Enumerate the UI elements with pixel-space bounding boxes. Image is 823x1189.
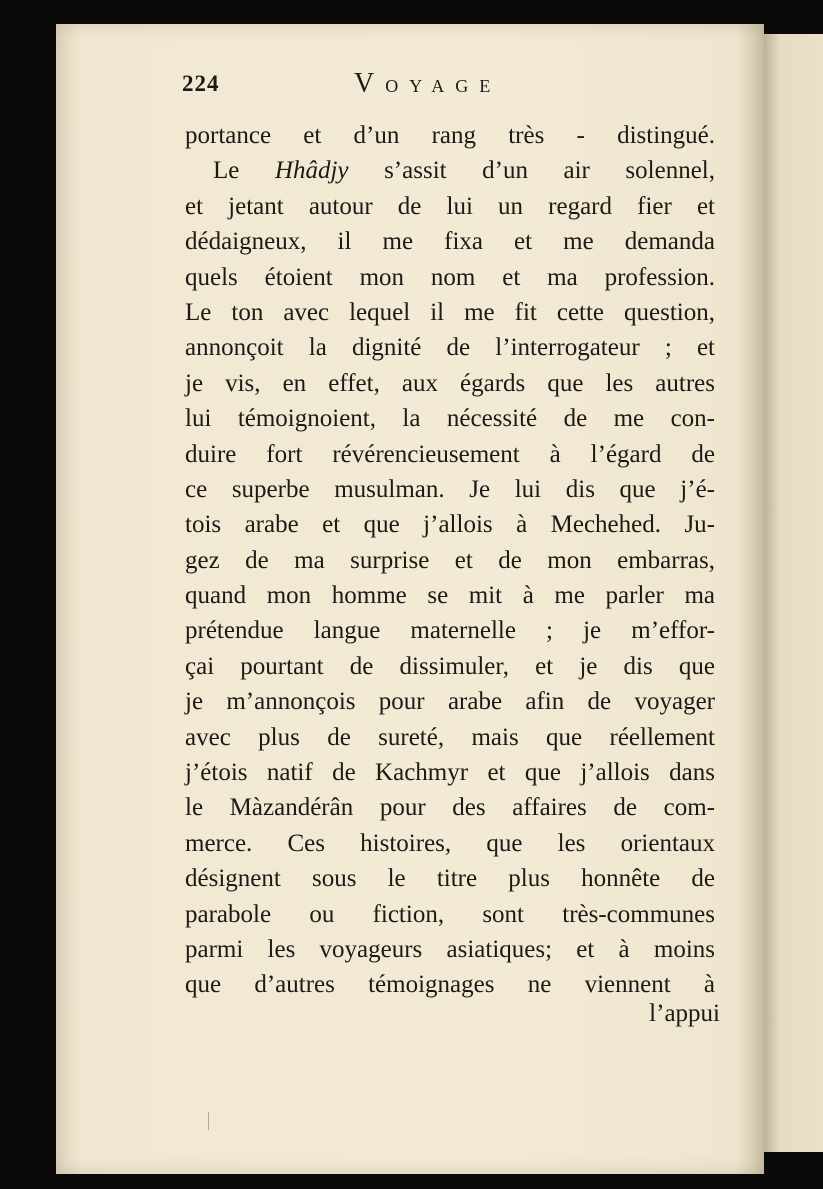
text-line: annonçoit la dignité de l’interrogateur ; et bbox=[185, 334, 715, 362]
text-line: je m’annonçois pour arabe afin de voyager bbox=[185, 688, 715, 716]
text-line: tois arabe et que j’allois à Mechehed. Ju- bbox=[185, 511, 715, 539]
running-title bbox=[354, 68, 501, 100]
text-line: duire fort révérencieusement à l’égard de bbox=[185, 440, 715, 468]
text-line: avec plus de sureté, mais que réellement bbox=[185, 723, 715, 751]
italic-word: Hhâdjy bbox=[274, 157, 349, 185]
text-line: j’étois natif de Kachmyr et que j’allois dans bbox=[185, 759, 715, 787]
text-line: merce. Ces histoires, que les orientaux bbox=[185, 829, 715, 857]
text-line: Le ton avec lequel il me fit cette question, bbox=[185, 298, 715, 326]
page-number: 224 bbox=[182, 71, 220, 96]
running-title-initial: V bbox=[354, 68, 386, 99]
text-line: quand mon homme se mit à me parler ma bbox=[185, 582, 715, 610]
text-body bbox=[185, 118, 715, 1003]
running-title-rest: OYAGE bbox=[385, 76, 502, 96]
text-line: çai pourtant de dissimuler, et je dis que bbox=[185, 652, 715, 680]
text-line: que d’autres témoignages ne viennent à bbox=[185, 971, 715, 999]
running-head bbox=[56, 24, 764, 114]
book-page bbox=[56, 24, 764, 1174]
text-line-end: s’assit d’un air solennel, bbox=[348, 157, 715, 185]
text-line: et jetant autour de lui un regard fier et bbox=[185, 192, 715, 220]
text-line: parabole ou fiction, sont très-communes bbox=[185, 900, 715, 928]
text-line: ce superbe musulman. Je lui dis que j’é- bbox=[185, 475, 715, 503]
text-line: quels étoient mon nom et ma profession. bbox=[185, 263, 715, 291]
paper-mark bbox=[208, 1112, 209, 1130]
text-line: gez de ma surprise et de mon embarras, bbox=[185, 546, 715, 574]
catchword: l’appui bbox=[649, 1000, 720, 1027]
text-line: je vis, en effet, aux égards que les autres bbox=[185, 369, 715, 397]
text-line bbox=[185, 153, 715, 188]
text-line: désignent sous le titre plus honnête de bbox=[185, 865, 715, 893]
text-line: lui témoignoient, la nécessité de me con- bbox=[185, 405, 715, 433]
text-line: portance et d’un rang très - distingué. bbox=[185, 122, 715, 149]
text-line: dédaigneux, il me fixa et me demanda bbox=[185, 228, 715, 256]
facing-page-edge bbox=[762, 34, 823, 1152]
text-line: prétendue langue maternelle ; je m’effor- bbox=[185, 617, 715, 645]
text-line-start: Le bbox=[213, 157, 275, 185]
text-line: parmi les voyageurs asiatiques; et à moins bbox=[185, 935, 715, 963]
text-line: le Màzandérân pour des affaires de com- bbox=[185, 794, 715, 822]
